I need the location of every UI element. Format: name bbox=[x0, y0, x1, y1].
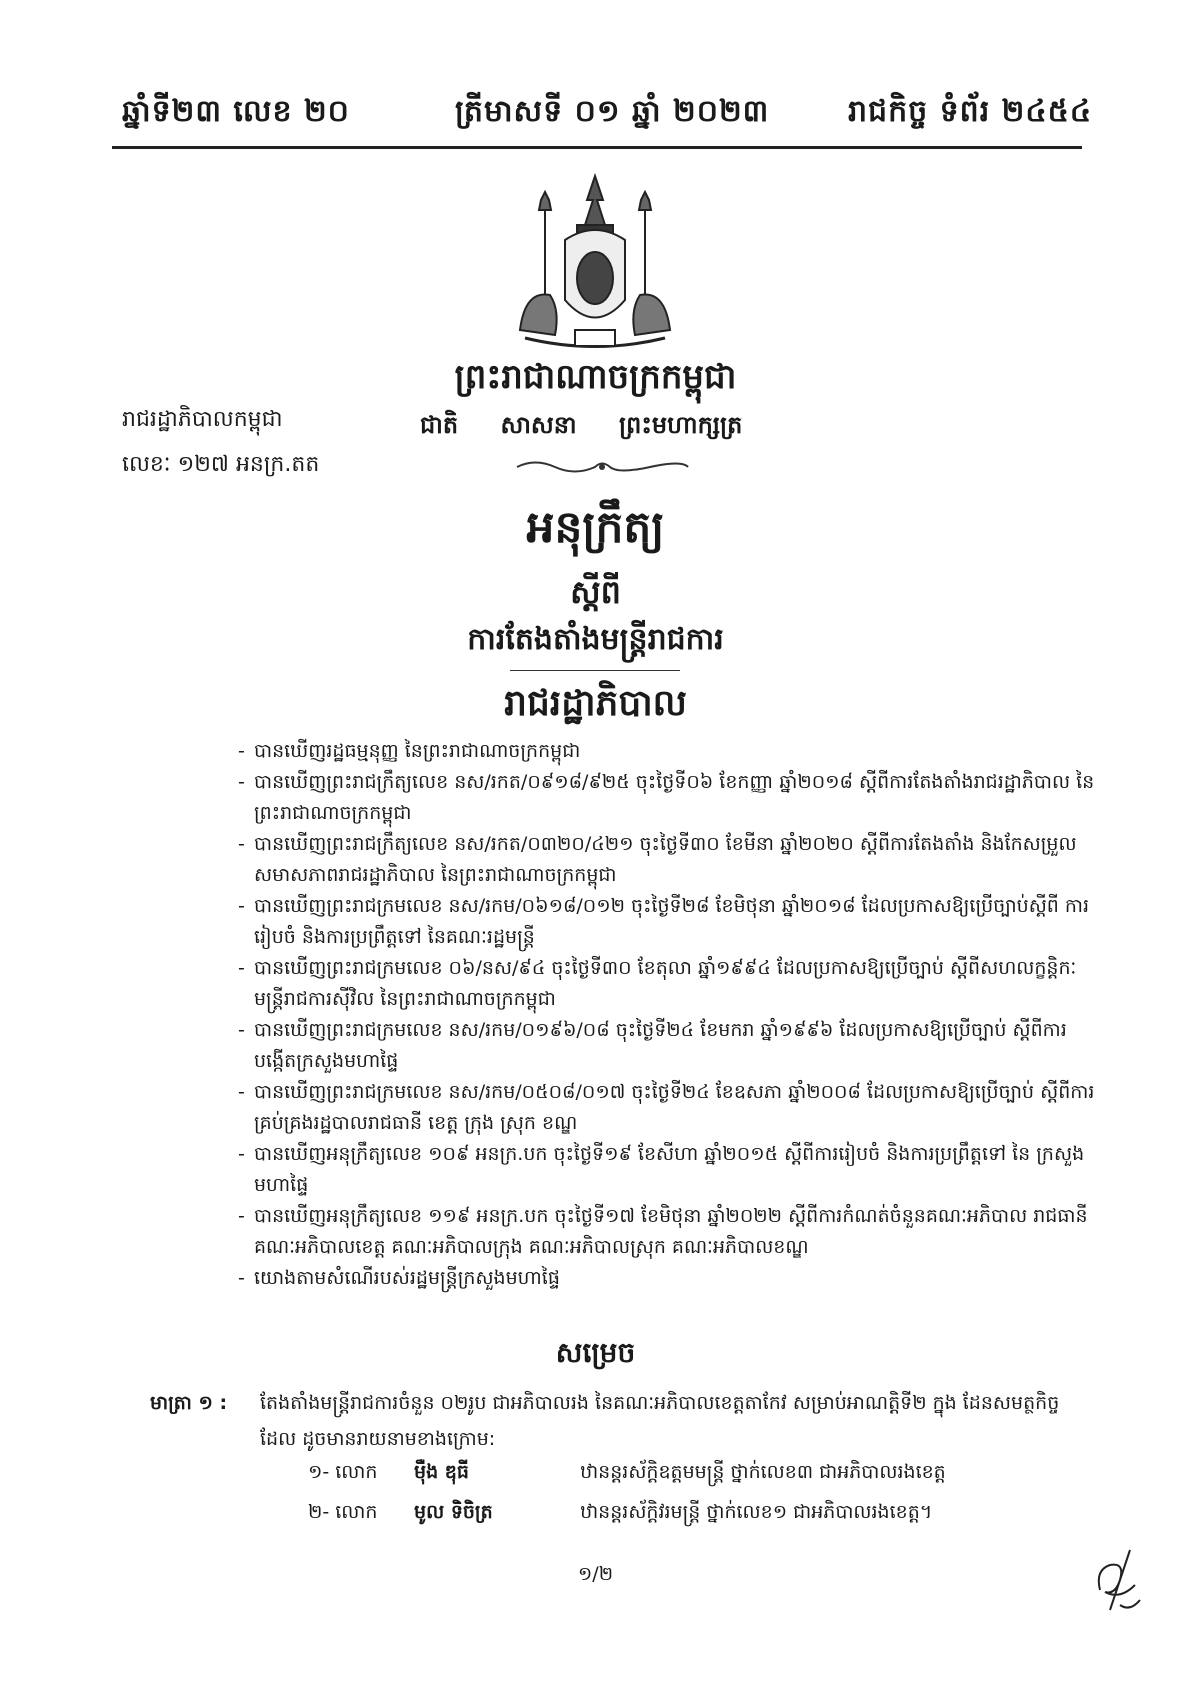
consideration-item: - បានឃើញព្រះរាជក្រឹត្យលេខ នស/រកត/០៣២០/៤២១ ចុះថ្ងៃទី៣០ ខែមីនា ឆ្នាំ២០២០ ស្តីពីការតែងតាំង និងកែសម្រួល សមាសភាពរាជរដ្ឋាភិបាល នៃព្រះរាជាណាចក្រកម្ពុជា bbox=[238, 829, 1098, 891]
decision-heading: សម្រេច bbox=[555, 1336, 636, 1369]
appointee-number: ១- លោក bbox=[308, 1461, 378, 1483]
header-issue: ឆ្នាំទី២៣ លេខ ២០ bbox=[122, 94, 350, 129]
subject-divider bbox=[510, 670, 680, 671]
consideration-item: - បានឃើញព្រះរាជក្រមលេខ នស/រកម/០១៩៦/០៨ ចុះថ្ងៃទី២៤ ខែមករា ឆ្នាំ១៩៩៦ ដែលប្រកាសឱ្យប្រើច្បាប់ ស្តីពីការបង្កើតក្រសួងមហាផ្ទៃ bbox=[238, 1015, 1098, 1077]
issuing-authority: រាជរដ្ឋាភិបាលកម្ពុជា bbox=[122, 407, 283, 432]
handwritten-initial-icon bbox=[1090, 1540, 1150, 1620]
document-subject: ការតែងតាំងមន្ត្រីរាជការ bbox=[467, 622, 724, 657]
issuer-heading: រាជរដ្ឋាភិបាល bbox=[504, 683, 687, 724]
consideration-item: - បានឃើញព្រះរាជក្រមលេខ នស/រកម/០៦១៨/០១២ ចុះថ្ងៃទី២៨ ខែមិថុនា ឆ្នាំ២០១៨ ដែលប្រកាសឱ្យប្រើច្បាប់ស្តីពី ការរៀបចំ និងការប្រព្រឹត្តទៅ នៃគណៈរដ្ឋមន្ត្រី bbox=[238, 891, 1098, 953]
consideration-item: - បានឃើញរដ្ឋធម្មនុញ្ញ នៃព្រះរាជាណាចក្រកម្ពុជា bbox=[238, 736, 1098, 767]
appointee-number: ២- លោក bbox=[308, 1501, 378, 1523]
appointee-rank: ឋានន្តរស័ក្តិវរមន្ត្រី ថ្នាក់លេខ១ ជាអភិបាលរងខេត្ត។ bbox=[580, 1501, 933, 1523]
consideration-item: - បានឃើញព្រះរាជក្រមលេខ នស/រកម/០៥០៨/០១៧ ចុះថ្ងៃទី២៤ ខែឧសភា ឆ្នាំ២០០៨ ដែលប្រកាសឱ្យប្រើច្បាប់ ស្តីពីការគ្រប់គ្រងរដ្ឋបាលរាជធានី ខេត្ត ក្រុង ស្រុក ខណ្ឌ bbox=[238, 1077, 1098, 1139]
consideration-item: - បានឃើញអនុក្រឹត្យលេខ ១១៩ អនក្រ.បក ចុះថ្ងៃទី១៧ ខែមិថុនា ឆ្នាំ២០២២ ស្តីពីការកំណត់ចំនួនគណៈអភិបាល រាជធានី គណៈអភិបាលខេត្ត គណៈអភិបាលក្រុង គណៈអភិបាលស្រុក គណៈអភិបាលខណ្ឌ bbox=[238, 1201, 1098, 1263]
appointee-name: ម៉ឺង ឌុធី bbox=[414, 1461, 469, 1483]
kingdom-title: ព្រះរាជាណាចក្រកម្ពុជា bbox=[454, 357, 737, 397]
consideration-item: - បានឃើញព្រះរាជក្រមលេខ ០៦/នស/៩៤ ចុះថ្ងៃទី៣០ ខែតុលា ឆ្នាំ១៩៩៤ ដែលប្រកាសឱ្យប្រើច្បាប់ ស្តីពីសហលក្ខន្តិកៈ មន្ត្រីរាជការស៊ីវិល នៃព្រះរាជាណាចក្រកម្ពុជា bbox=[238, 953, 1098, 1015]
header-page: រាជកិច្ច ទំព័រ ២៤៥៤ bbox=[848, 94, 1093, 129]
appointee-row bbox=[308, 1460, 946, 1488]
national-motto: ជាតិ សាសនា ព្រះមហាក្សត្រ bbox=[420, 411, 743, 439]
consideration-item: - យោងតាមសំណើរបស់រដ្ឋមន្ត្រីក្រសួងមហាផ្ទៃ bbox=[238, 1263, 1098, 1294]
article-text: តែងតាំងមន្ត្រីរាជការចំនួន ០២រូប ជាអភិបាលរង នៃគណៈអភិបាលខេត្តតាកែវ សម្រាប់អាណត្តិទី២ ក្នុង ដែនសមត្ថកិច្ចដែល ដូចមានរាយនាមខាងក្រោម: bbox=[260, 1392, 1060, 1450]
about-label: ស្តីពី bbox=[570, 573, 621, 611]
ornament-divider-icon bbox=[515, 458, 690, 476]
consideration-item: - បានឃើញអនុក្រឹត្យលេខ ១០៩ អនក្រ.បក ចុះថ្ងៃទី១៩ ខែសីហា ឆ្នាំ២០១៥ ស្តីពីការរៀបចំ និងការប្រព្រឹត្តទៅ នៃ ក្រសួងមហាផ្ទៃ bbox=[238, 1139, 1098, 1201]
appointee-rank: ឋានន្តរស័ក្តិឧត្តមមន្ត្រី ថ្នាក់លេខ៣ ជាអភិបាលរងខេត្ត bbox=[580, 1461, 946, 1483]
appointee-row bbox=[308, 1500, 932, 1528]
document-number: លេខៈ ១២៧ អនក្រ.តត bbox=[122, 452, 320, 477]
considerations-list bbox=[238, 736, 1098, 1294]
consideration-item: - បានឃើញព្រះរាជក្រឹត្យលេខ នស/រកត/០៩១៨/៩២៥ ចុះថ្ងៃទី០៦ ខែកញ្ញា ឆ្នាំ២០១៨ ស្តីពីការតែងតាំងរាជរដ្ឋាភិបាល នៃព្រះរាជាណាចក្រកម្ពុជា bbox=[238, 767, 1098, 829]
royal-emblem-icon bbox=[505, 170, 685, 360]
article-label: មាត្រា ១ : bbox=[150, 1392, 228, 1414]
header-rule bbox=[112, 146, 1082, 149]
document-type: អនុក្រឹត្យ bbox=[526, 502, 665, 553]
article-1 bbox=[150, 1385, 1090, 1457]
header-date: ត្រីមាសទី ០១ ឆ្នាំ ២០២៣ bbox=[455, 94, 770, 129]
appointee-name: មូល ទិចិត្រ bbox=[414, 1501, 493, 1523]
page-number: ១/២ bbox=[577, 1563, 614, 1585]
